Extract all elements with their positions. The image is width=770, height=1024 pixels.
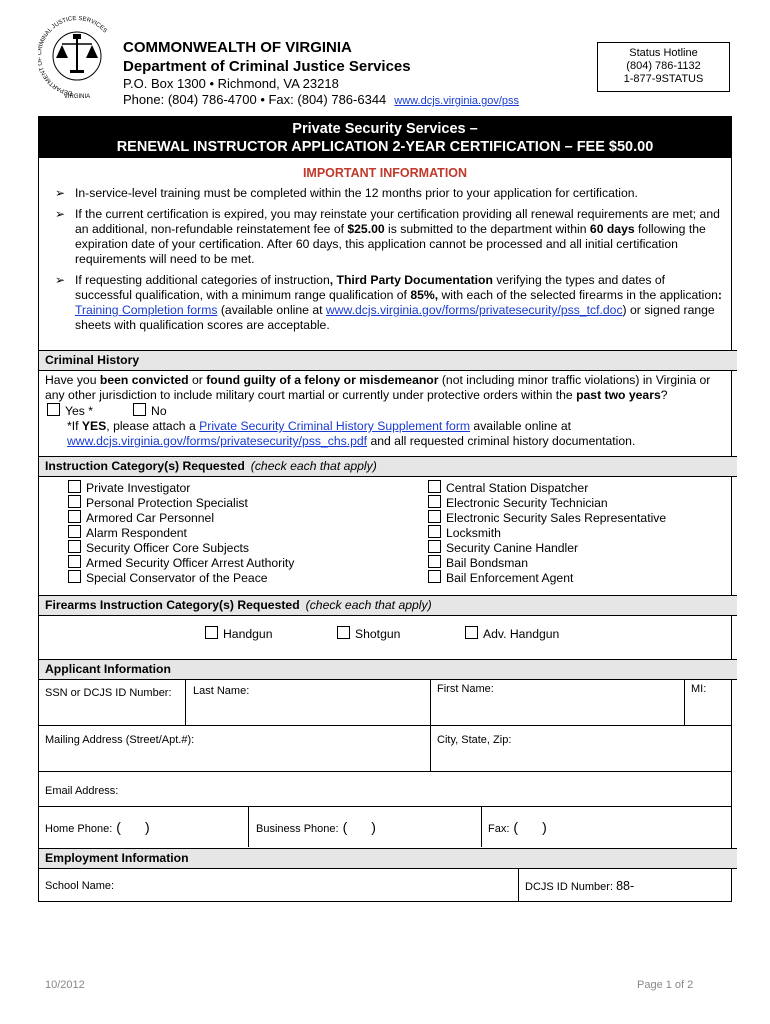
firearm-option-handgun: Handgun bbox=[205, 626, 272, 641]
arrow-bullet-icon: ➢ bbox=[55, 273, 66, 287]
adv-handgun-checkbox[interactable] bbox=[465, 626, 478, 639]
category-checkbox[interactable] bbox=[428, 555, 441, 568]
info-bullet-3: ➢ If requesting additional categories of instruction, Third Party Documentation verifying the types and dates of successful qualification, with a minimum range qualification of 85%, with each of the selected firearms in the application: Training Completion forms (available online at www.dcjs.virginia.gov/forms/privatesecurity/pss_tcf.doc) or signed range sheets with qualification scores are acceptable. bbox=[55, 273, 722, 332]
hotline-phone-2: 1-877-9STATUS bbox=[623, 73, 704, 85]
category-checkbox[interactable] bbox=[68, 570, 81, 583]
info-bullet-2: ➢ If the current certification is expired, you may reinstate your certification providing all renewal requirements are met; and an additional, non-refundable reinstatement fee of $25.00 is submitted to the department within 60 days following the expiration date of your certification. After 60 days, this application cannot be processed and all initial certification requirements will need to be met. bbox=[55, 207, 720, 266]
category-option: Locksmith bbox=[428, 525, 666, 540]
training-completion-forms-link[interactable]: Training Completion forms bbox=[75, 303, 218, 317]
criminal-no-label: No bbox=[151, 404, 167, 418]
applicant-info-heading: Applicant Information bbox=[39, 659, 737, 680]
form-revision-date: 10/2012 bbox=[45, 979, 85, 991]
category-option: Electronic Security Sales Representative bbox=[428, 510, 666, 525]
handgun-checkbox[interactable] bbox=[205, 626, 218, 639]
agency-phone-line bbox=[123, 92, 519, 109]
seal-ring-text: DEPARTMENT O RIMINAL JUSTICE SERVICES bbox=[38, 15, 108, 96]
category-option: Bail Enforcement Agent bbox=[428, 570, 666, 585]
tcf-doc-link[interactable]: www.dcjs.virginia.gov/forms/privatesecurity/pss_tcf.doc bbox=[325, 303, 623, 317]
mi-field[interactable]: MI: bbox=[691, 683, 707, 695]
criminal-history-supplement-link[interactable]: Private Security Criminal History Supplement form bbox=[199, 419, 471, 433]
category-option: Security Canine Handler bbox=[428, 540, 666, 555]
category-checkbox[interactable] bbox=[68, 510, 81, 523]
seal-bottom-text: VIRGINIA bbox=[63, 94, 91, 100]
category-checkbox[interactable] bbox=[428, 510, 441, 523]
category-checkbox[interactable] bbox=[68, 480, 81, 493]
divider bbox=[248, 806, 249, 847]
form-title-bar bbox=[38, 116, 732, 158]
hotline-phone-1: (804) 786-1132 bbox=[626, 60, 701, 72]
category-option: Personal Protection Specialist bbox=[68, 495, 294, 510]
mailing-address-field[interactable]: Mailing Address (Street/Apt.#): bbox=[45, 734, 195, 746]
agency-website-link[interactable]: www.dcjs.virginia.gov/pss bbox=[394, 95, 520, 107]
category-option: Electronic Security Technician bbox=[428, 495, 666, 510]
criminal-history-section: Have you been convicted or found guilty of a felony or misdemeanor (not including minor traffic violations) in Virginia or any other jurisdiction to include military court martial or currently under protective orders within the past two years? Yes * No *If YES, please attach a Private Security Criminal History Supplement form available online at www.dcjs.virginia.gov/forms/privatesecurity/pss_chs.pdf and all requested criminal history documentation. bbox=[45, 373, 725, 449]
last-name-field[interactable]: Last Name: bbox=[193, 685, 250, 697]
divider bbox=[39, 615, 731, 616]
instruction-category-heading: Instruction Category(s) Requested (check each that apply) bbox=[39, 456, 737, 477]
category-option: Bail Bondsman bbox=[428, 555, 666, 570]
category-checkbox[interactable] bbox=[428, 570, 441, 583]
divider bbox=[518, 868, 519, 902]
first-name-field[interactable]: First Name: bbox=[437, 683, 494, 695]
category-list-right bbox=[428, 480, 666, 585]
city-state-zip-field[interactable]: City, State, Zip: bbox=[437, 734, 512, 746]
criminal-history-question: Have you been convicted or found guilty of a felony or misdemeanor (not including minor traffic violations) in Virginia or any other jurisdiction to include military court martial or currently under protective orders within the past two years? bbox=[45, 373, 711, 402]
divider bbox=[481, 806, 482, 847]
category-option: Special Conservator of the Peace bbox=[68, 570, 294, 585]
category-checkbox[interactable] bbox=[428, 540, 441, 553]
status-hotline-box bbox=[597, 42, 730, 92]
divider bbox=[185, 679, 186, 725]
category-option: Security Officer Core Subjects bbox=[68, 540, 294, 555]
divider bbox=[430, 679, 431, 771]
firearm-option-adv-handgun: Adv. Handgun bbox=[465, 626, 559, 641]
email-field[interactable]: Email Address: bbox=[45, 785, 119, 797]
criminal-yes-label: Yes * bbox=[65, 404, 94, 418]
divider bbox=[39, 806, 731, 807]
info-bullet-1: ➢ In-service-level training must be completed within the 12 months prior to your application for certification. bbox=[55, 186, 638, 200]
agency-header bbox=[123, 38, 519, 109]
fax-field[interactable]: Fax: ( ) bbox=[488, 819, 547, 835]
hotline-title: Status Hotline bbox=[629, 47, 698, 59]
divider bbox=[39, 771, 731, 772]
firearms-category-heading: Firearms Instruction Category(s) Requested (check each that apply) bbox=[39, 595, 737, 616]
dcjs-id-field[interactable]: DCJS ID Number: 88- bbox=[525, 879, 635, 893]
home-phone-field[interactable]: Home Phone: ( ) bbox=[45, 819, 150, 835]
business-phone-field[interactable]: Business Phone: ( ) bbox=[256, 819, 376, 835]
important-info-list bbox=[55, 186, 725, 339]
firearm-option-shotgun: Shotgun bbox=[337, 626, 400, 641]
svg-text:DEPARTMENT OF CRIMINAL JUSTICE bbox=[38, 16, 108, 96]
agency-line-1: COMMONWEALTH OF VIRGINIA bbox=[123, 39, 352, 56]
category-checkbox[interactable] bbox=[428, 495, 441, 508]
category-option: Central Station Dispatcher bbox=[428, 480, 666, 495]
criminal-no-checkbox[interactable] bbox=[133, 403, 146, 416]
category-checkbox[interactable] bbox=[428, 480, 441, 493]
category-option: Private Investigator bbox=[68, 480, 294, 495]
agency-name: Department of Criminal Justice Services bbox=[123, 58, 411, 75]
form-title-line-2: RENEWAL INSTRUCTOR APPLICATION 2-YEAR CERTIFICATION – FEE $50.00 bbox=[116, 139, 654, 155]
divider bbox=[684, 679, 685, 725]
category-option: Alarm Respondent bbox=[68, 525, 294, 540]
criminal-yes-note: *If YES, please attach a Private Security Criminal History Supplement form available online at bbox=[67, 419, 572, 433]
arrow-bullet-icon: ➢ bbox=[55, 207, 66, 221]
category-list-left bbox=[68, 480, 294, 585]
ssn-field[interactable]: SSN or DCJS ID Number: bbox=[45, 687, 172, 699]
agency-phone: Phone: (804) 786-4700 • Fax: (804) 786-6344 bbox=[123, 92, 387, 107]
school-name-field[interactable]: School Name: bbox=[45, 880, 115, 892]
form-title-line-1: Private Security Services – bbox=[292, 121, 478, 137]
category-option: Armored Car Personnel bbox=[68, 510, 294, 525]
criminal-history-heading: Criminal History bbox=[39, 350, 737, 371]
category-checkbox[interactable] bbox=[428, 525, 441, 538]
category-checkbox[interactable] bbox=[68, 525, 81, 538]
dcjs-seal bbox=[38, 12, 116, 102]
category-option: Armed Security Officer Arrest Authority bbox=[68, 555, 294, 570]
agency-address: P.O. Box 1300 • Richmond, VA 23218 bbox=[123, 76, 339, 91]
divider bbox=[39, 725, 731, 726]
category-checkbox[interactable] bbox=[68, 555, 81, 568]
category-checkbox[interactable] bbox=[68, 540, 81, 553]
important-info-heading: IMPORTANT INFORMATION bbox=[302, 166, 468, 180]
pss-chs-pdf-link[interactable]: www.dcjs.virginia.gov/forms/privatesecurity/pss_chs.pdf bbox=[67, 434, 368, 448]
criminal-yes-checkbox[interactable] bbox=[47, 403, 60, 416]
shotgun-checkbox[interactable] bbox=[337, 626, 350, 639]
category-checkbox[interactable] bbox=[68, 495, 81, 508]
page-number: Page 1 of 2 bbox=[637, 979, 694, 991]
employment-info-heading: Employment Information bbox=[39, 848, 737, 869]
arrow-bullet-icon: ➢ bbox=[55, 186, 66, 200]
